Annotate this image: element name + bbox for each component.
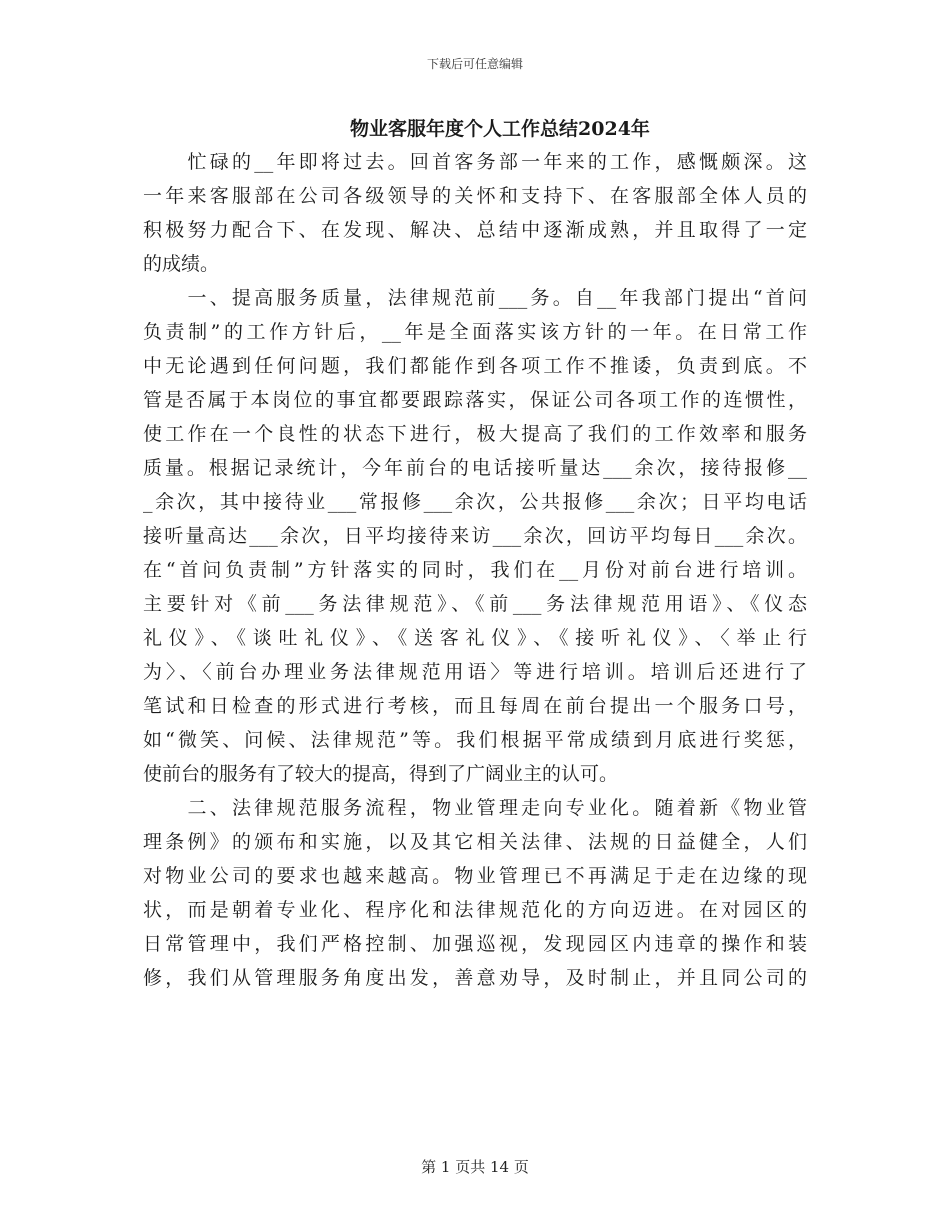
body-line: 礼仪》、《谈吐礼仪》、《送客礼仪》、《接听礼仪》、〈举止行 xyxy=(143,627,807,649)
body-line: 管是否属于本岗位的事宜都要跟踪落实，保证公司各项工作的连惯性， xyxy=(143,389,807,411)
body-line: 负责制”的工作方针后，__年是全面落实该方针的一年。在日常工作 xyxy=(143,321,807,343)
body-line: 笔试和日检查的形式进行考核，而且每周在前台提出一个服务口号， xyxy=(143,695,807,717)
body-line: 主要针对《前___务法律规范》、《前___务法律规范用语》、《仪态 xyxy=(143,593,807,615)
body-line: 如“微笑、问候、法律规范”等。我们根据平常成绩到月底进行奖惩， xyxy=(143,729,807,751)
body-line: 二、法律规范服务流程，物业管理走向专业化。随着新《物业管 xyxy=(143,797,807,819)
header-note: 下载后可任意编辑 xyxy=(426,57,523,71)
body-line: 使前台的服务有了较大的提高，得到了广阔业主的认可。 xyxy=(143,763,619,785)
body-line: 忙碌的__年即将过去。回首客务部一年来的工作，感慨颇深。这 xyxy=(143,151,807,173)
body-line: 中无论遇到任何问题，我们都能作到各项工作不推诿，负责到底。不 xyxy=(143,355,807,377)
document-title: 物业客服年度个人工作总结2024年 xyxy=(350,118,650,140)
body-line: 一、提高服务质量，法律规范前___务。自__年我部门提出“首问 xyxy=(143,287,807,309)
body-line: 对物业公司的要求也越来越高。物业管理已不再满足于走在边缘的现 xyxy=(143,865,807,887)
body-line: 为〉、〈前台办理业务法律规范用语〉等进行培训。培训后还进行了 xyxy=(143,661,807,683)
body-line: 状，而是朝着专业化、程序化和法律规范化的方向迈进。在对园区的 xyxy=(143,899,807,921)
body-line: 质量。根据记录统计，今年前台的电话接听量达___余次，接待报修__ xyxy=(143,457,807,479)
body-line: 一年来客服部在公司各级领导的关怀和支持下、在客服部全体人员的 xyxy=(143,185,807,207)
page-number: 第 1 页共 14 页 xyxy=(421,1158,529,1176)
document-body xyxy=(143,145,807,995)
body-line: 使工作在一个良性的状态下进行，极大提高了我们的工作效率和服务 xyxy=(143,423,807,445)
body-line: 积极努力配合下、在发现、解决、总结中逐渐成熟，并且取得了一定 xyxy=(143,219,807,241)
body-line: 在“首问负责制”方针落实的同时，我们在__月份对前台进行培训。 xyxy=(143,559,807,581)
body-line: 的成绩。 xyxy=(143,253,220,275)
body-line: 修，我们从管理服务角度出发，善意劝导，及时制止，并且同公司的 xyxy=(143,967,807,989)
body-line: 理条例》的颁布和实施，以及其它相关法律、法规的日益健全，人们 xyxy=(143,831,807,853)
body-line: 日常管理中，我们严格控制、加强巡视，发现园区内违章的操作和装 xyxy=(143,933,807,955)
body-line: _余次，其中接待业___常报修___余次，公共报修___余次；日平均电话 xyxy=(143,491,807,513)
body-line: 接听量高达___余次，日平均接待来访___余次，回访平均每日___余次。 xyxy=(143,525,807,547)
